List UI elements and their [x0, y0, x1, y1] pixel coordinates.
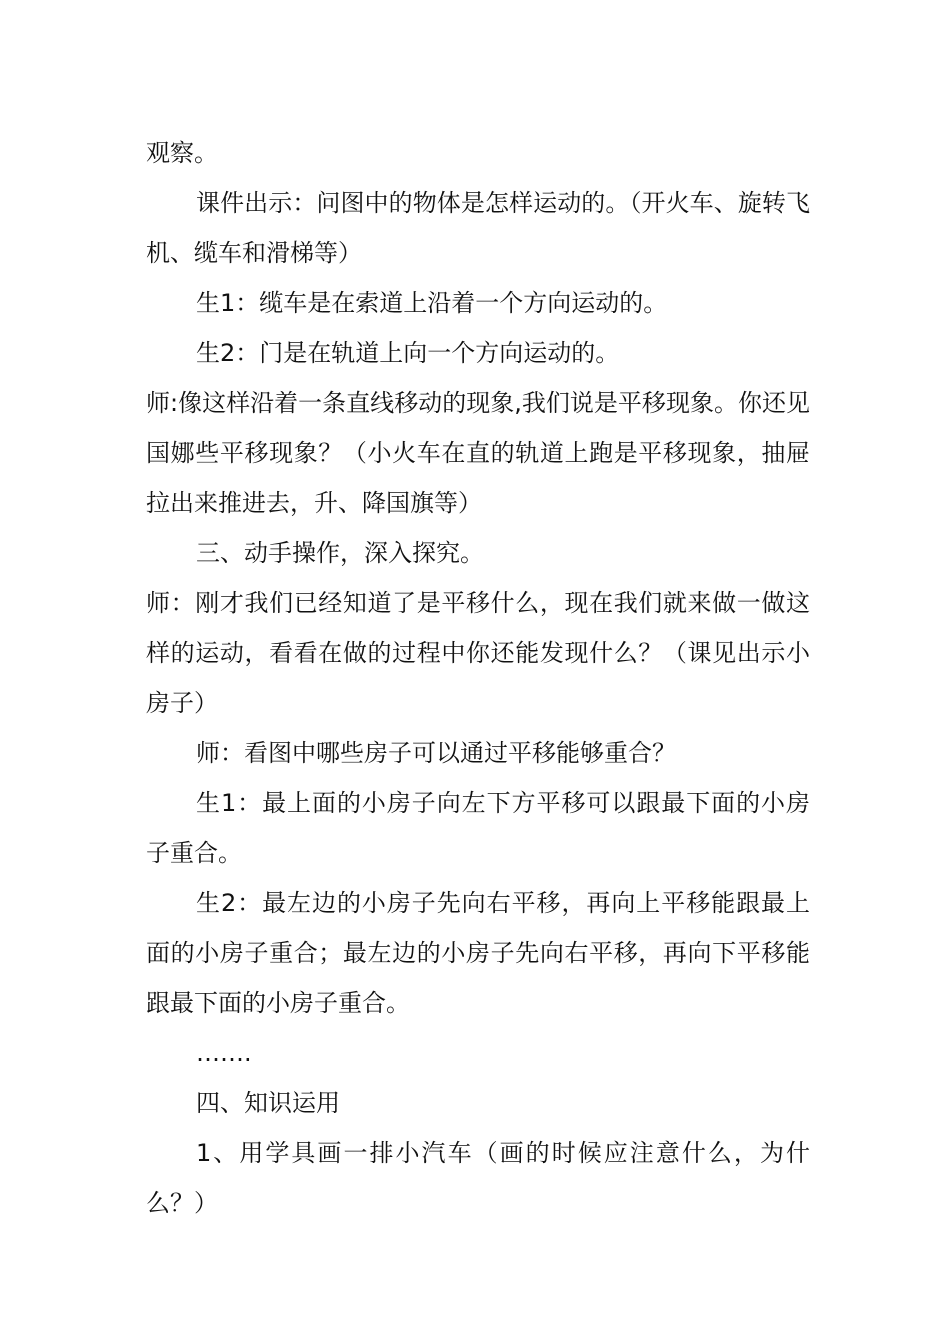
paragraph: 生2：门是在轨道上向一个方向运动的。 — [196, 339, 620, 367]
paragraph: 观察。 — [146, 139, 218, 167]
paragraph: 生1：最上面的小房子向左下方平移可以跟最下面的小房子重合。 — [146, 789, 810, 867]
paragraph: 师：看图中哪些房子可以通过平移能够重合？ — [196, 739, 676, 767]
paragraph: 生2：最左边的小房子先向右平移，再向上平移能跟最上面的小房子重合；最左边的小房子先向右平移，再向下平移能跟最下面的小房子重合。 — [146, 889, 810, 1017]
paragraph: 课件出示：问图中的物体是怎样运动的。（开火车、旋转飞机、缆车和滑梯等） — [146, 189, 810, 267]
section-heading: 三、动手操作，深入探究。 — [196, 539, 484, 567]
document-body — [146, 128, 810, 1228]
ellipsis: ……. — [196, 1039, 252, 1067]
paragraph: 师：刚才我们已经知道了是平移什么，现在我们就来做一做这样的运动，看看在做的过程中你还能发现什么？（课见出示小房子） — [146, 589, 810, 717]
paragraph: 师:像这样沿着一条直线移动的现象,我们说是平移现象。你还见国娜些平移现象？（小火车在直的轨道上跑是平移现象，抽屉拉出来推进去，升、降国旗等） — [146, 389, 810, 517]
paragraph: 生1：缆车是在索道上沿着一个方向运动的。 — [196, 289, 668, 317]
paragraph: 1、用学具画一排小汽车（画的时候应注意什么，为什么？） — [146, 1139, 810, 1217]
section-heading: 四、知识运用 — [196, 1089, 340, 1117]
